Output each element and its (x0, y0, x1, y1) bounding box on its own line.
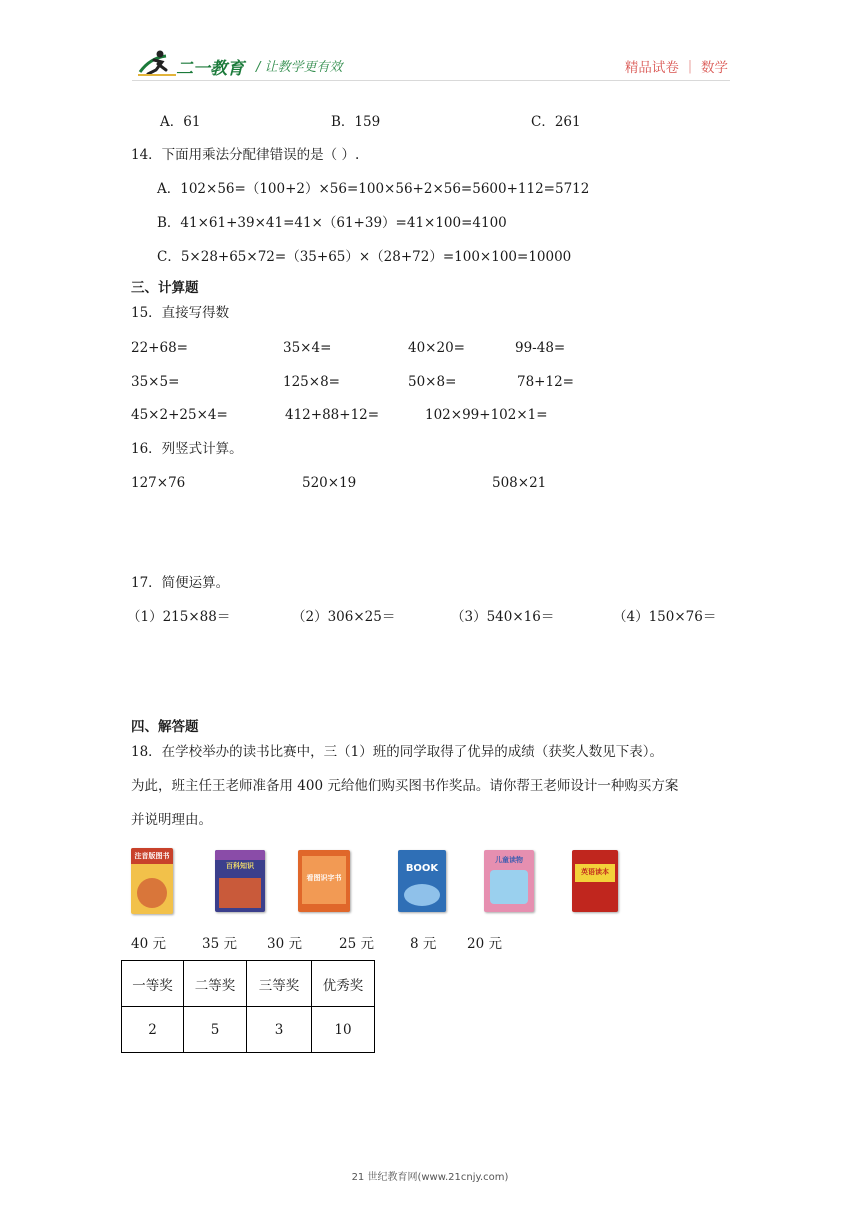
q13-option-b: B．159 (331, 114, 381, 130)
prize-table (121, 960, 375, 1053)
q15-stem: 15．直接写得数 (131, 305, 230, 321)
book-cover-6 (572, 850, 618, 912)
q18-line3: 并说明理由。 (131, 812, 212, 828)
q13-option-a: A．61 (160, 114, 201, 130)
q15-item: 102×99+102×1= (425, 407, 548, 423)
table-cell: 10 (312, 1007, 375, 1053)
q14-option-c: C．5×28+65×72=（35+65）×（28+72）=100×100=10000 (157, 249, 572, 265)
book-price-4: 25 元 (339, 936, 374, 952)
q17-item: （1）215×88＝ (127, 609, 231, 625)
book-cover-2 (215, 850, 265, 912)
header-subject: 精品试卷 ｜ 数学 (624, 60, 728, 76)
book-cover-2-title: 百科知识 (226, 862, 254, 870)
header-divider (132, 80, 730, 81)
page-footer: 21 世纪教育网(www.21cnjy.com) (351, 1172, 509, 1183)
q17-item: （3）540×16＝ (451, 609, 555, 625)
book-cover-4 (398, 850, 446, 912)
book-cover-3 (298, 850, 350, 912)
logo-slogan: / 让教学更有效 (256, 60, 343, 75)
q15-item: 125×8= (283, 374, 340, 390)
table-cell: 2 (122, 1007, 184, 1053)
book-price-2: 35 元 (202, 936, 237, 952)
q18-line1: 18．在学校举办的读书比赛中，三（1）班的同学取得了优异的成绩（获奖人数见下表）。 (131, 744, 664, 760)
book-cover-6-title: 英语读本 (581, 868, 609, 876)
book-cover-1 (131, 848, 173, 914)
logo-runner-icon (136, 48, 180, 78)
q15-item: 35×4= (283, 340, 332, 356)
q15-item: 78+12= (517, 374, 574, 390)
q14-option-a: A．102×56=（100+2）×56=100×56+2×56=5600+112=5712 (157, 181, 590, 197)
q16-stem: 16．列竖式计算。 (131, 441, 243, 457)
q15-item: 45×2+25×4= (131, 407, 228, 423)
book-price-5: 8 元 (410, 936, 437, 952)
q16-item: 127×76 (131, 475, 186, 491)
book-price-6: 20 元 (467, 936, 502, 952)
table-header-cell: 三等奖 (247, 961, 312, 1007)
table-cell: 5 (184, 1007, 247, 1053)
book-price-1: 40 元 (131, 936, 166, 952)
q14-option-b: B．41×61+39×41=41×（61+39）=41×100=4100 (157, 215, 507, 231)
q17-stem: 17．简便运算。 (131, 575, 230, 591)
section-title-solve: 四、解答题 (131, 719, 199, 735)
q18-line2: 为此，班主任王老师准备用 400 元给他们购买图书作奖品。请你帮王老师设计一种购买方案 (131, 778, 679, 794)
book-cover-3-title: 看图识字书 (306, 874, 342, 882)
book-cover-4-title: BOOK (405, 863, 439, 874)
q17-item: （2）306×25＝ (292, 609, 396, 625)
book-cover-5-title: 儿童读物 (495, 856, 523, 864)
table-row (122, 1007, 375, 1053)
q15-item: 412+88+12= (285, 407, 380, 423)
table-header-row (122, 961, 375, 1007)
table-header-cell: 二等奖 (184, 961, 247, 1007)
q13-option-c: C．261 (531, 114, 581, 130)
q15-item: 99-48= (515, 340, 566, 356)
q14-stem: 14．下面用乘法分配律错误的是（ ）. (131, 147, 360, 163)
q16-item: 520×19 (302, 475, 357, 491)
book-price-3: 30 元 (267, 936, 302, 952)
book-cover-1-title: 注音版图书 (134, 852, 170, 860)
book-cover-5 (484, 850, 534, 912)
q17-item: （4）150×76＝ (613, 609, 717, 625)
q16-item: 508×21 (492, 475, 547, 491)
q15-item: 35×5= (131, 374, 180, 390)
table-cell: 3 (247, 1007, 312, 1053)
q15-item: 22+68= (131, 340, 188, 356)
table-header-cell: 优秀奖 (312, 961, 375, 1007)
q15-item: 40×20= (408, 340, 465, 356)
table-header-cell: 一等奖 (122, 961, 184, 1007)
logo-text: 二一教育 (176, 59, 244, 79)
section-title-calc: 三、计算题 (131, 280, 199, 296)
q15-item: 50×8= (408, 374, 457, 390)
